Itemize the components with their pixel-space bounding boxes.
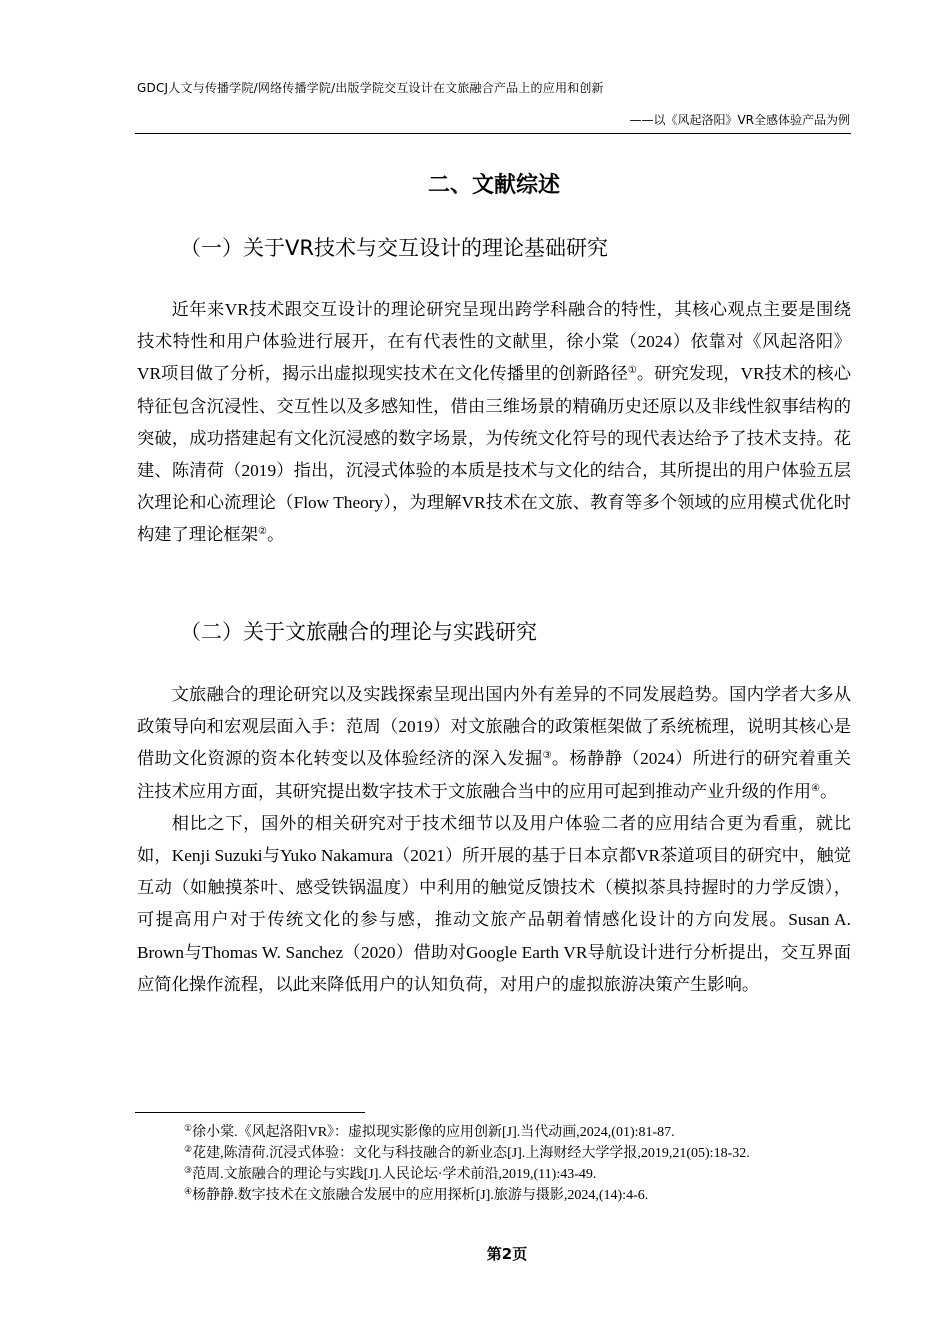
- paragraph-text: 。杨静静（2024）所进行的研究着重关注技术应用方面，其研究提出数字技术于文旅融合当中的应用可起到推动产业升级的作用: [137, 749, 851, 801]
- running-header-subtitle: ——以《风起洛阳》VR全感体验产品为例: [629, 113, 850, 127]
- paragraph-text: 。: [819, 781, 838, 801]
- footnote-text: 范周.文旅融合的理论与实践[J].人民论坛·学术前沿,2019,(11):43-49.: [192, 1167, 597, 1182]
- footnote-mark: ③: [184, 1165, 193, 1175]
- page-number: 第2页: [486, 1245, 528, 1263]
- footnote-mark: ②: [184, 1144, 193, 1154]
- subsection-title-1: （一）关于VR技术与交互设计的理论基础研究: [180, 236, 608, 260]
- footnote: [170, 1122, 850, 1143]
- paragraph-text: 。研究发现，VR技术的核心特征包含沉浸性、交互性以及多感知性，借由三维场景的精确历史还原以及非线性叙事结构的突破，成功搭建起有文化沉浸感的数字场景，为传统文化符号的现代表达给予了技术支持。花建、陈清荷（2019）指出，沉浸式体验的本质是技术与文化的结合，其所提出的用户体验五层次理论和心流理论（Flow Theory），为理解VR技术在文旅、教育等多个领域的应用模式优化时构建了理论框架: [137, 364, 851, 545]
- paragraph-text: 。: [266, 525, 285, 545]
- subsection-2-body: [137, 679, 851, 1001]
- footnote: [170, 1185, 850, 1206]
- footnote-ref: ④: [810, 782, 820, 794]
- paragraph: [137, 294, 851, 552]
- running-header-title: GDCJ人文与传播学院/网络传播学院/出版学院交互设计在文旅融合产品上的应用和创新: [137, 81, 604, 95]
- footnotes: [170, 1122, 850, 1206]
- footnote-text: 徐小棠.《风起洛阳VR》：虚拟现实影像的应用创新[J].当代动画,2024,(01):81-87.: [192, 1125, 675, 1140]
- paragraph: [137, 679, 851, 808]
- paragraph-text: 近年来VR技术跟交互设计的理论研究呈现出跨学科融合的特性，其核心观点主要是围绕技术特性和用户体验进行展开，在有代表性的文献里，徐小棠（2024）依靠对《风起洛阳》VR项目做了分析，揭示出虚拟现实技术在文化传播里的创新路径: [137, 300, 851, 384]
- subsection-1-body: [137, 294, 851, 552]
- footnote: [170, 1164, 850, 1185]
- paragraph: 相比之下，国外的相关研究对于技术细节以及用户体验二者的应用结合更为看重，就比如，Kenji Suzuki与Yuko Nakamura（2021）所开展的基于日本京都VR茶道项目的研究中，触觉互动（如触摸茶叶、感受铁锅温度）中利用的触觉反馈技术（模拟茶具持握时的力学反馈），可提高用户对于传统文化的参与感，推动文旅产品朝着情感化设计的方向发展。Susan A. Brown与Thomas W. Sanchez（2020）借助对Google Earth VR导航设计进行分析提出，交互界面应简化操作流程，以此来降低用户的认知负荷，对用户的虚拟旅游决策产生影响。: [137, 813, 851, 994]
- footnote-divider: [135, 1112, 365, 1113]
- footnote-mark: ④: [184, 1186, 193, 1196]
- footnote-ref: ①: [627, 365, 637, 377]
- header-divider: [135, 133, 851, 134]
- footnote: [170, 1143, 850, 1164]
- footnote-mark: ①: [184, 1123, 193, 1133]
- footnote-text: 杨静静.数字技术在文旅融合发展中的应用探析[J].旅游与摄影,2024,(14):4-6.: [192, 1188, 649, 1203]
- paragraph-text: 文旅融合的理论研究以及实践探索呈现出国内外有差异的不同发展趋势。国内学者大多从政策导向和宏观层面入手：范周（2019）对文旅融合的政策框架做了系统梳理，说明其核心是借助文化资源的资本化转变以及体验经济的深入发掘: [137, 685, 851, 769]
- footnote-ref: ③: [542, 750, 552, 762]
- subsection-title-2: （二）关于文旅融合的理论与实践研究: [180, 620, 537, 644]
- section-title: 二、文献综述: [427, 173, 560, 198]
- footnote-ref: ②: [257, 526, 267, 538]
- footnote-text: 花建,陈清荷.沉浸式体验：文化与科技融合的新业态[J].上海财经大学学报,2019,21(05):18-32.: [192, 1146, 750, 1161]
